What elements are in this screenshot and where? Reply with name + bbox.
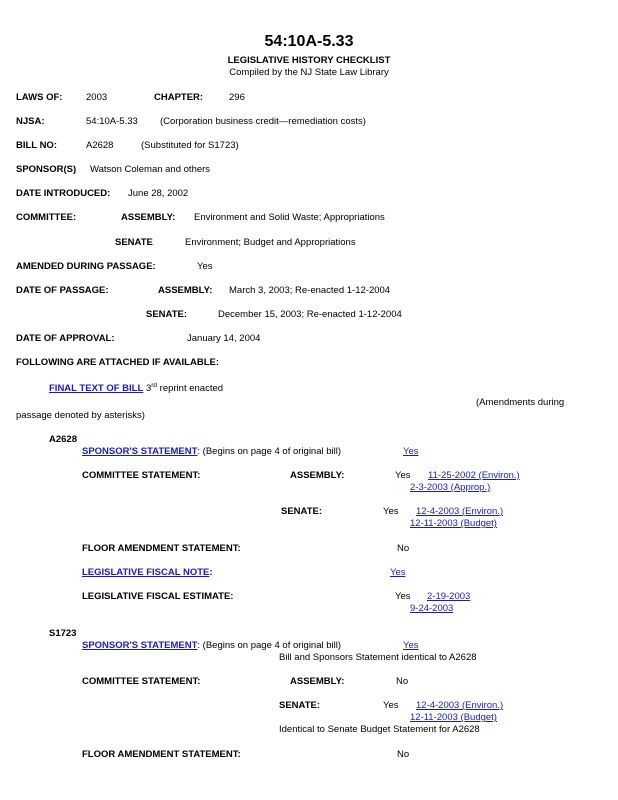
a2628-fiscal-estimate-yes: Yes	[395, 591, 411, 602]
committee-assembly-value: Environment and Solid Waste; Appropriations	[194, 212, 385, 223]
a2628-fiscal-estimate-link-2[interactable]: 9-24-2003	[410, 603, 454, 614]
amendments-note-continued: passage denoted by asterisks)	[16, 410, 145, 421]
a2628-label: A2628	[49, 434, 77, 445]
s1723-label: S1723	[49, 628, 77, 639]
reprint-number: 3	[145, 383, 152, 394]
s1723-assembly-label: ASSEMBLY:	[290, 676, 345, 687]
a2628-fiscal-estimate-link-1[interactable]: 2-19-2003	[427, 591, 471, 602]
committee-senate-value: Environment; Budget and Appropriations	[185, 237, 356, 248]
s1723-sponsor-statement-link[interactable]: SPONSOR'S STATEMENT	[82, 640, 198, 651]
passage-assembly-label: ASSEMBLY:	[158, 285, 213, 296]
s1723-senate-link-budget[interactable]: 12-11-2003 (Budget)	[410, 712, 497, 723]
s1723-assembly-value: No	[396, 676, 409, 687]
page-title: 54:10A-5.33	[264, 33, 354, 50]
final-text-line	[49, 383, 223, 394]
a2628-assembly-yes: Yes	[395, 470, 411, 481]
s1723-senate-yes: Yes	[383, 700, 399, 711]
amended-label: AMENDED DURING PASSAGE:	[16, 261, 156, 272]
chapter-value: 296	[229, 92, 245, 103]
a2628-fiscal-estimate-label: LEGISLATIVE FISCAL ESTIMATE:	[82, 591, 234, 602]
amended-value: Yes	[197, 261, 213, 272]
s1723-senate-label: SENATE:	[279, 700, 320, 711]
a2628-senate-yes: Yes	[383, 506, 399, 517]
passage-senate-label: SENATE:	[146, 309, 187, 320]
date-of-approval-value: January 14, 2004	[187, 333, 261, 344]
s1723-floor-amendment-label: FLOOR AMENDMENT STATEMENT:	[82, 749, 241, 760]
compiled-by: Compiled by the NJ State Law Library	[229, 67, 389, 78]
a2628-sponsor-statement-yes-link[interactable]: Yes	[403, 446, 419, 457]
laws-of-label: LAWS OF:	[16, 92, 63, 103]
a2628-fiscal-note-line	[82, 567, 213, 578]
bill-no-label: BILL NO:	[16, 140, 57, 151]
njsa-label: NJSA:	[16, 116, 45, 127]
a2628-committee-statement-label: COMMITTEE STATEMENT:	[82, 470, 201, 481]
page-subtitle: LEGISLATIVE HISTORY CHECKLIST	[227, 55, 391, 66]
date-of-approval-label: DATE OF APPROVAL:	[16, 333, 115, 344]
date-introduced-label: DATE INTRODUCED:	[16, 188, 111, 199]
a2628-fiscal-note-yes-link[interactable]: Yes	[390, 567, 406, 578]
a2628-fiscal-note-colon: :	[209, 567, 213, 578]
bill-no-note: (Substituted for S1723)	[141, 140, 239, 151]
s1723-identical-note: Bill and Sponsors Statement identical to A2628	[279, 652, 477, 663]
s1723-senate-link-environ[interactable]: 12-4-2003 (Environ.)	[416, 700, 504, 711]
following-label: FOLLOWING ARE ATTACHED IF AVAILABLE:	[16, 357, 219, 368]
committee-label: COMMITTEE:	[16, 212, 77, 223]
amendments-note: (Amendments during	[476, 397, 565, 408]
bill-no-value: A2628	[86, 140, 114, 151]
s1723-committee-statement-label: COMMITTEE STATEMENT:	[82, 676, 201, 687]
njsa-value: 54:10A-5.33	[86, 116, 138, 127]
a2628-floor-amendment-label: FLOOR AMENDMENT STATEMENT:	[82, 543, 241, 554]
a2628-sponsor-statement-note: : (Begins on page 4 of original bill)	[197, 446, 342, 457]
chapter-label: CHAPTER:	[154, 92, 204, 103]
s1723-floor-amendment-value: No	[397, 749, 410, 760]
a2628-sponsor-statement-link[interactable]: SPONSOR'S STATEMENT	[82, 446, 198, 457]
s1723-sponsor-statement-yes-link[interactable]: Yes	[403, 640, 419, 651]
reprint-suffix: rd	[151, 381, 158, 389]
a2628-senate-label: SENATE:	[281, 506, 322, 517]
date-of-passage-label: DATE OF PASSAGE:	[16, 285, 109, 296]
laws-of-value: 2003	[86, 92, 108, 103]
s1723-sponsor-statement-note: : (Begins on page 4 of original bill)	[197, 640, 342, 651]
sponsor-value: Watson Coleman and others	[90, 164, 211, 175]
passage-senate-value: December 15, 2003; Re-enacted 1-12-2004	[218, 309, 402, 320]
a2628-floor-amendment-value: No	[397, 543, 410, 554]
a2628-fiscal-note-link[interactable]: LEGISLATIVE FISCAL NOTE	[82, 567, 210, 578]
njsa-description: (Corporation business credit—remediation costs)	[160, 116, 366, 127]
committee-senate-label: SENATE	[115, 237, 153, 248]
passage-assembly-value: March 3, 2003; Re-enacted 1-12-2004	[229, 285, 391, 296]
s1723-sponsor-statement-line	[82, 640, 341, 651]
a2628-senate-link-environ[interactable]: 12-4-2003 (Environ.)	[416, 506, 504, 517]
a2628-assembly-link-environ[interactable]: 11-25-2002 (Environ.)	[428, 470, 520, 481]
date-introduced-value: June 28, 2002	[128, 188, 189, 199]
a2628-assembly-label: ASSEMBLY:	[290, 470, 345, 481]
a2628-assembly-link-approp[interactable]: 2-3-2003 (Approp.)	[410, 482, 491, 493]
s1723-senate-note: Identical to Senate Budget Statement for A2628	[279, 724, 480, 735]
sponsor-label: SPONSOR(S)	[16, 164, 77, 175]
a2628-sponsor-statement-line	[82, 446, 341, 457]
committee-assembly-label: ASSEMBLY:	[121, 212, 176, 223]
final-text-link[interactable]: FINAL TEXT OF BILL	[49, 383, 144, 394]
reprint-rest: reprint enacted	[159, 383, 224, 394]
a2628-senate-link-budget[interactable]: 12-11-2003 (Budget)	[410, 518, 497, 529]
